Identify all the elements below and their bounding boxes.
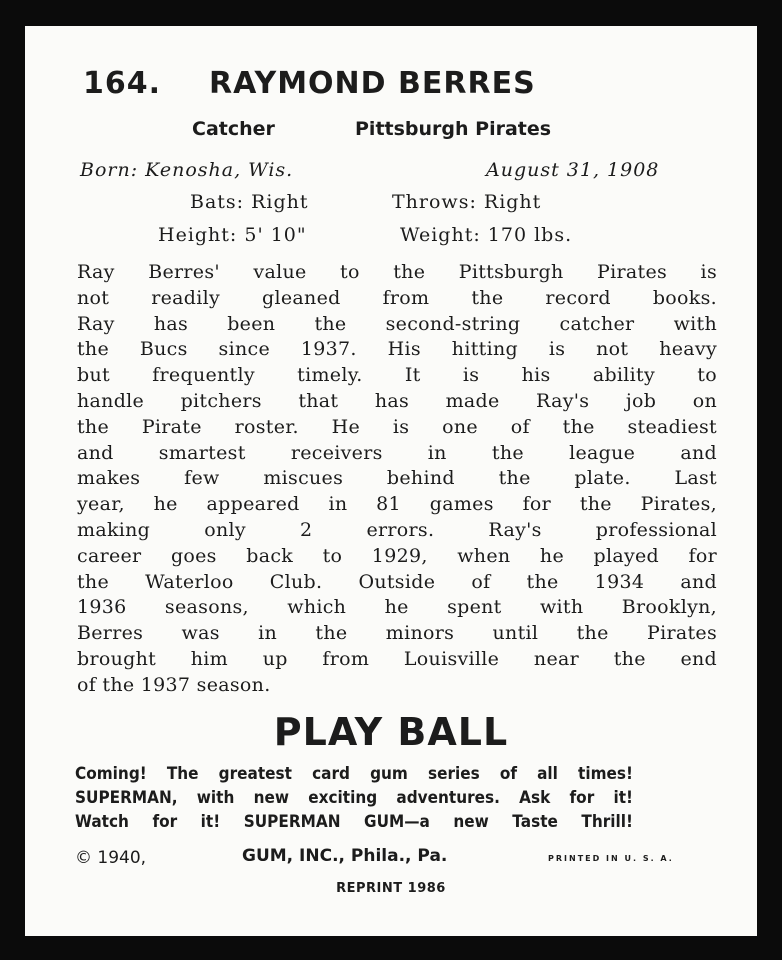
bio-line: makes few miscues behind the plate. Last (77, 467, 717, 490)
weight-stat: Weight: 170 lbs. (400, 224, 573, 246)
biography (77, 260, 717, 699)
bio-line: making only 2 errors. Ray's professional (77, 518, 717, 541)
series-title: PLAY BALL (273, 710, 509, 754)
reprint-notice: REPRINT 1986 (336, 881, 446, 896)
player-name: RAYMOND BERRES (209, 66, 536, 101)
bio-line: handle pitchers that has made Ray's job on (77, 389, 717, 412)
bio-line: career goes back to 1929, when he played for (77, 544, 717, 567)
bio-line: of the 1937 season. (77, 673, 271, 696)
bio-line: and smartest receivers in the league and (77, 441, 717, 464)
player-team: Pittsburgh Pirates (355, 118, 552, 140)
printed-in-notice: PRINTED IN U. S. A. (548, 854, 674, 863)
bio-line: the Bucs since 1937. His hitting is not heavy (77, 338, 717, 361)
promo-line: Coming! The greatest card gum series of all times! (75, 764, 633, 784)
bio-line: the Pirate roster. He is one of the steadiest (77, 415, 717, 438)
promo-line: SUPERMAN, with new exciting adventures. Ask for it! (75, 788, 633, 808)
bio-line: 1936 seasons, which he spent with Brooklyn, (77, 596, 717, 619)
bio-line: Berres was in the minors until the Pirates (77, 622, 717, 645)
bio-line: but frequently timely. It is his ability to (77, 364, 717, 387)
birth-place: Born: Kenosha, Wis. (80, 159, 294, 181)
height-stat: Height: 5' 10" (158, 224, 307, 246)
card-title (83, 66, 536, 101)
promo-line: Watch for it! SUPERMAN GUM—a new Taste Thrill! (75, 812, 633, 832)
bio-line: year, he appeared in 81 games for the Pirates, (77, 493, 717, 516)
bio-line: brought him up from Louisville near the end (77, 647, 717, 670)
promo-text (75, 762, 633, 834)
player-position: Catcher (192, 118, 275, 140)
card-back (25, 26, 757, 936)
bio-line: Ray Berres' value to the Pittsburgh Pirates is (77, 261, 717, 283)
company-name: GUM, INC., Phila., Pa. (242, 846, 448, 866)
bio-line: the Waterloo Club. Outside of the 1934 and (77, 570, 717, 593)
copyright-notice: © 1940, (75, 848, 147, 868)
card-number: 164. (83, 66, 162, 101)
bats-stat: Bats: Right (190, 191, 309, 213)
birth-date: August 31, 1908 (486, 159, 660, 181)
bio-line: not readily gleaned from the record books. (77, 286, 717, 309)
bio-line: Ray has been the second-string catcher with (77, 312, 717, 335)
throws-stat: Throws: Right (392, 191, 542, 213)
